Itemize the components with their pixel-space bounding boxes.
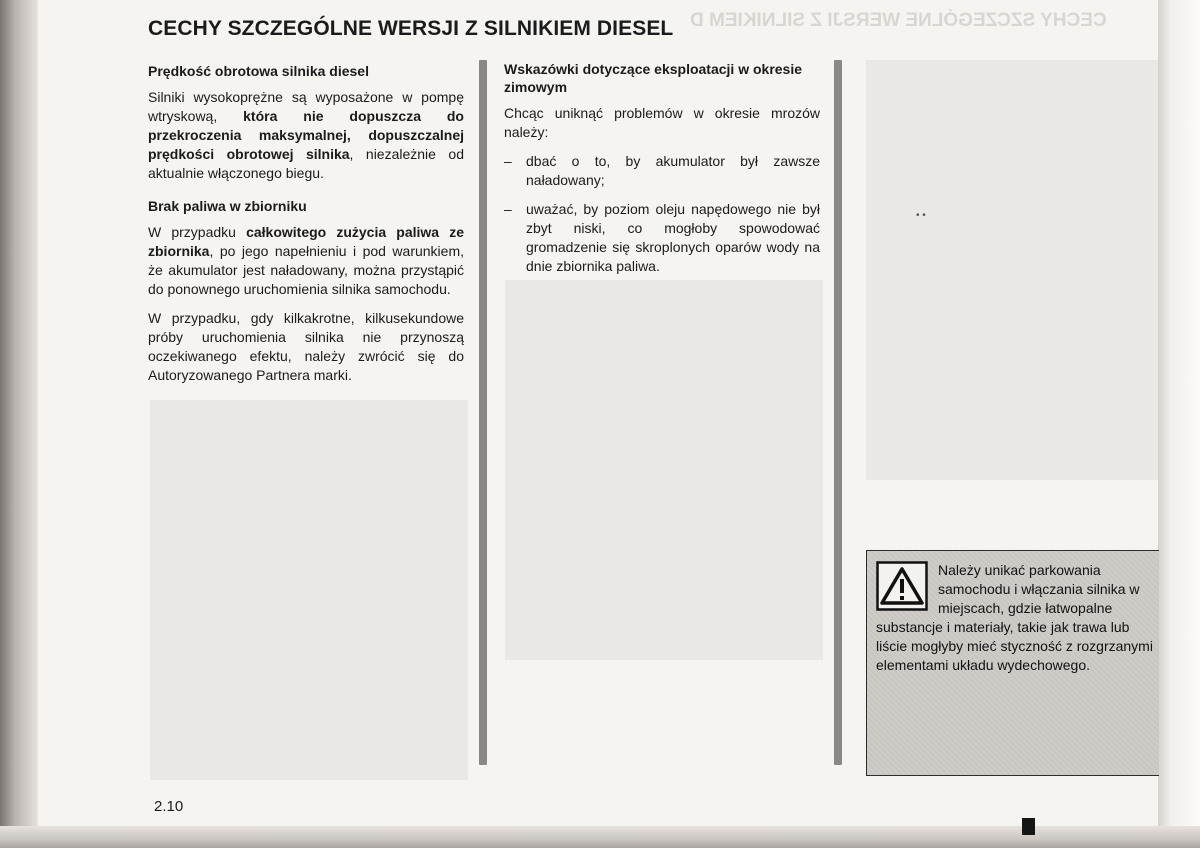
warning-text: Należy unikać parkowania samochodu i włączania silnika w miejscach, gdzie łatwopalne substancje i materiały, takie jak trawa lub liście mogłyby mieć styczność z rozgrzanymi elementami układu wydechowego. <box>876 562 1153 673</box>
heading-diesel-engine-speed: Prędkość obrotowa silnika diesel <box>148 63 369 79</box>
book-binding-shadow <box>0 0 38 848</box>
speck: • • <box>916 210 926 221</box>
list-item: – uważać, by poziom oleju napędowego nie był zbyt niski, co mogłoby spowodować gromadzenie się skroplonych oparów wody na dnie zbiornika paliwa. <box>504 200 820 276</box>
show-through-area-middle <box>505 280 823 660</box>
column-divider-right <box>834 60 842 765</box>
page-number: 2.10 <box>154 798 184 815</box>
text-segment: , niezależnie od aktualnie włączonego biegu. <box>148 146 464 181</box>
page-edge-marker <box>1022 818 1035 835</box>
text-segment: , po jego napełnieniu i pod warunkiem, że akumulator jest naładowany, można przystąpić do ponownego uruchomienia silnika samochodu. <box>148 243 464 297</box>
text-segment: W przypadku <box>148 224 247 240</box>
show-through-title: CECHY SZCZEGÓLNE WERSJI Z SILNIKIEM D <box>690 10 1107 31</box>
text-segment-bold: która nie dopuszcza do przekroczenia maksymalnej, dopuszczalnej prędkości obrotowej silnika <box>148 108 464 162</box>
text-segment-bold: całkowitego zużycia paliwa ze zbiornika <box>148 224 464 259</box>
middle-column <box>504 60 820 286</box>
heading-no-fuel: Brak paliwa w zbiorniku <box>148 198 307 214</box>
column-divider-left <box>479 60 487 765</box>
list-item: – dbać o to, by akumulator był zawsze naładowany; <box>504 152 820 190</box>
heading-winter-tips: Wskazówki dotyczące eksploatacji w okresie zimowym <box>504 61 803 95</box>
page-edge <box>1158 0 1200 848</box>
warning-note <box>876 561 1158 675</box>
paragraph-contact-partner: W przypadku, gdy kilkakrotne, kilkusekundowe próby uruchomienia silnika nie przynoszą oczekiwanego efektu, należy zwrócić się do Autoryzowanego Partnera marki. <box>148 310 464 383</box>
paragraph-winter-intro: Chcąc uniknąć problemów w okresie mrozów należy: <box>504 105 820 140</box>
text-segment: Silniki wysokoprężne są wyposażone w pompę wtryskową, <box>148 89 464 124</box>
winter-tips-list <box>504 152 820 276</box>
warning-triangle-icon <box>876 561 928 611</box>
show-through-area-left <box>150 400 468 780</box>
left-column <box>148 62 464 395</box>
paragraph-no-fuel <box>148 223 464 299</box>
page-title: CECHY SZCZEGÓLNE WERSJI Z SILNIKIEM DIESEL <box>148 17 674 40</box>
page-bottom-edge <box>0 826 1200 848</box>
show-through-area-right <box>866 60 1158 480</box>
paragraph-injection-pump <box>148 88 464 183</box>
